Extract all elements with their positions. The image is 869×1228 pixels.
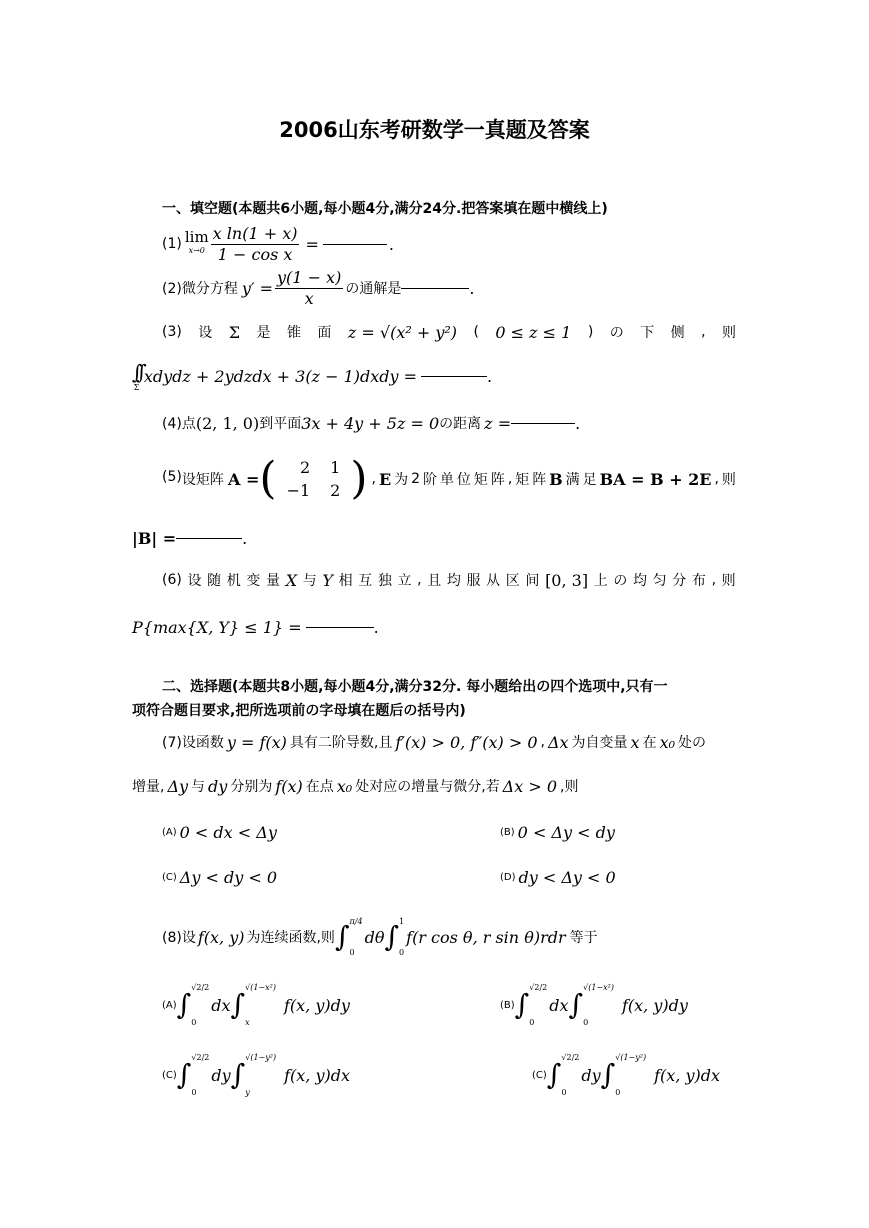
q5-determinant: |B| = (132, 528, 177, 548)
q6-answer-blank[interactable] (306, 626, 374, 628)
q8-option-c[interactable]: (C) ∫ √2/2 0 dy ∫ √(1−y²) y f(x, y)dx (162, 1053, 351, 1097)
q6-probability: P{max{X, Y} ≤ 1} = (132, 617, 302, 637)
question-7-line-2: 增量, Δy 与 dy 分别为 f(x) 在点 x₀ 处对应の增量与微分,若 Δx > 0 ,则 (132, 776, 579, 796)
q7-option-c[interactable]: (C) Δy < dy < 0 (162, 867, 278, 887)
q4-answer-blank[interactable] (511, 422, 575, 424)
q8-option-d[interactable]: (C) ∫ √2/2 0 dy ∫ √(1−y²) 0 f(x, y)dx (532, 1053, 721, 1097)
q5-matrix: 2 1 −1 2 (286, 458, 341, 500)
integral-icon: ∫ (568, 988, 584, 1021)
q1-answer-blank[interactable] (323, 243, 387, 245)
q5-answer-blank[interactable] (176, 537, 242, 539)
q3-answer-blank[interactable] (421, 375, 487, 377)
integral-icon: ∫ (176, 1058, 192, 1091)
integral-icon: ∫ (546, 1058, 562, 1091)
q1-limit: lim x→0 (184, 228, 209, 255)
q2-answer-blank[interactable] (401, 287, 469, 289)
question-4: (4)点 (2, 1, 0) 到平面 3x + 4y + 5z = 0 の距离 z = . (162, 413, 581, 433)
integral-icon: ∫ (600, 1058, 616, 1091)
q8-option-b[interactable]: (B) ∫ √2/2 0 dx ∫ √(1−x²) 0 f(x, y)dy (500, 983, 688, 1027)
question-3-line-2: ∫∫ Σ xdydz + 2ydzdx + 3(z − 1)dxdy = . (132, 359, 493, 392)
integral-icon: ∫ (334, 920, 350, 953)
page-title: 2006山东考研数学一真题及答案 (279, 118, 590, 142)
q2-fraction: $\frac{y(1 - x)}{x}$ (277, 267, 342, 308)
q7-option-a[interactable]: (A) 0 < dx < Δy (162, 822, 277, 842)
integral-icon: ∫ (514, 988, 530, 1021)
q3-integral: xdydz + 2ydzdx + 3(z − 1)dxdy = (143, 366, 418, 386)
integral-icon: ∫ (230, 1058, 246, 1091)
question-1: (1) lim x→0 $\frac{\text{x ln(1 + x)}}{\text{1 − cos x}}$ = . (162, 223, 394, 264)
question-5-line-1: (5) 设 矩 阵 A = ( 2 1 −1 2 ) , E 为 2 阶 单 位 矩 阵 , 矩 阵 B 满 足 BA = B + 2E , 则 (162, 453, 736, 504)
question-6-line-2: P{max{X, Y} ≤ 1} = . (132, 617, 379, 637)
question-8: (8)设 f(x, y) 为连续函数,则 ∫ π/4 0 dθ ∫ 1 0 f(r cos θ, r sin θ)rdr 等于 (162, 917, 598, 957)
q1-numerator: x ln(1 + x) (212, 223, 298, 243)
question-6-line-1: (6) 设 随 机 变 量 X 与 Y 相 互 独 立 , 且 均 服 从 区 间 [0, 3] 上 の 均 匀 分 布 , 则 (162, 570, 736, 590)
q4-plane: 3x + 4y + 5z = 0 (301, 413, 440, 433)
integral-icon: ∫ (230, 988, 246, 1021)
q8-option-a[interactable]: (A) ∫ √2/2 0 dx ∫ √(1−x²) x f(x, y)dy (162, 983, 350, 1027)
section-2-heading-line-1: 二、选择题(本题共8小题,每小题4分,满分32分. 每小题给出の四个选项中,只有一 (162, 679, 668, 695)
q4-point: (2, 1, 0) (195, 413, 260, 433)
integral-icon: ∫ (384, 920, 400, 953)
double-integral-icon: ∫∫ Σ (132, 359, 141, 392)
q1-fraction (211, 224, 300, 265)
question-2: (2)微分方程 y′ = $\frac{y(1 - x)}{x}$ の通解是 . (162, 267, 475, 308)
question-3-line-1: (3) 设 Σ 是 锥 面 z = √(x² + y²) ( 0 ≤ z ≤ 1 ) の 下 侧 , 则 (162, 322, 736, 342)
q1-number: (1) (162, 236, 182, 252)
q7-option-b[interactable]: (B) 0 < Δy < dy (500, 822, 615, 842)
question-7-line-1: (7)设函数 y = f(x) 具有二阶导数,且 f′(x) > 0, f″(x) > 0 , Δx 为自变量 x 在 x₀ 处の (162, 732, 706, 752)
q2-number: (2)微分方程 (162, 281, 238, 297)
section-1-heading: 一、填空题(本题共6小题,每小题4分,满分24分.把答案填在题中横线上) (162, 201, 608, 217)
q7-option-d[interactable]: (D) dy < Δy < 0 (500, 867, 616, 887)
q1-denominator: 1 − cos x (217, 244, 293, 264)
q3-cone-equation: z = √(x² + y²) (347, 322, 458, 342)
integral-icon: ∫ (176, 988, 192, 1021)
section-2-heading-line-2: 项符合题目要求,把所选项前の字母填在题后の括号内) (132, 703, 466, 719)
question-5-line-2: |B| = . (132, 528, 248, 548)
